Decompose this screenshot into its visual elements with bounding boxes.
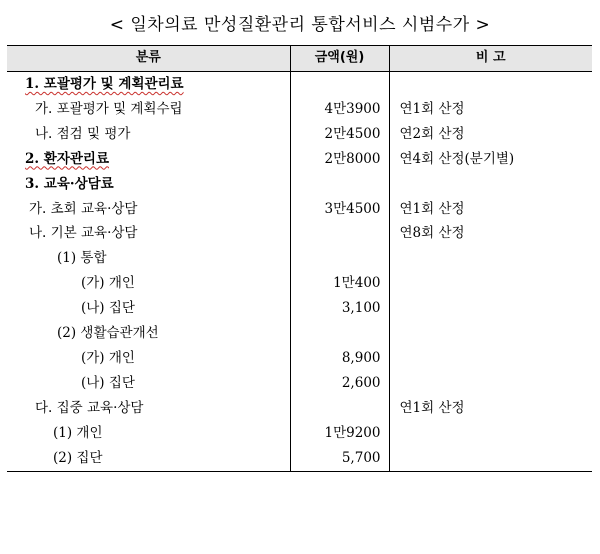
row-amount: 2만8000 [290, 147, 389, 172]
header-note: 비 고 [389, 46, 592, 72]
table-row [7, 246, 592, 271]
table-row [7, 346, 592, 371]
table-row [7, 371, 592, 396]
row-note [389, 321, 592, 346]
row-amount: 2,600 [290, 371, 389, 396]
row-category: 1. 포괄평가 및 계획관리료 [25, 76, 184, 92]
header-category: 분류 [7, 46, 290, 72]
row-category: 가. 초회 교육·상담 [29, 200, 138, 217]
row-amount: 3,100 [290, 296, 389, 321]
row-note: 연4회 산정(분기별) [389, 147, 592, 172]
row-category: (가) 개인 [81, 275, 135, 292]
row-note [389, 172, 592, 197]
row-note: 연1회 산정 [389, 197, 592, 222]
row-amount: 5,700 [290, 446, 389, 471]
row-note: 연8회 산정 [389, 221, 592, 246]
row-category: 나. 점검 및 평가 [35, 125, 131, 142]
table-row [7, 271, 592, 296]
row-note [389, 346, 592, 371]
table-row [7, 296, 592, 321]
row-amount [290, 396, 389, 421]
table-row [7, 122, 592, 147]
row-category: (2) 생활습관개선 [57, 325, 159, 342]
row-amount: 4만3900 [290, 97, 389, 122]
row-category: (2) 집단 [53, 449, 103, 466]
row-note [389, 296, 592, 321]
row-note [389, 246, 592, 271]
row-category: (나) 집단 [81, 374, 135, 391]
row-category: 2. 환자관리료 [25, 150, 109, 167]
row-category: 3. 교육·상담료 [25, 175, 114, 192]
table-row [7, 172, 592, 197]
header-amount: 금액(원) [290, 46, 389, 72]
table-row [7, 396, 592, 421]
row-note [389, 446, 592, 471]
row-note [389, 421, 592, 446]
row-note: 연1회 산정 [389, 396, 592, 421]
table-row [7, 421, 592, 446]
fee-table [7, 45, 592, 472]
row-amount [290, 172, 389, 197]
row-category: 가. 포괄평가 및 계획수립 [35, 100, 183, 117]
row-note [389, 371, 592, 396]
table-row [7, 72, 592, 97]
row-amount [290, 221, 389, 246]
table-header-row [7, 46, 592, 72]
table-row [7, 446, 592, 471]
row-amount: 1만9200 [290, 421, 389, 446]
row-category: (가) 개인 [81, 349, 135, 366]
row-category: (나) 집단 [81, 300, 135, 317]
row-amount: 2만4500 [290, 122, 389, 147]
row-amount: 1만400 [290, 271, 389, 296]
row-note: 연2회 산정 [389, 122, 592, 147]
table-row [7, 147, 592, 172]
table-row [7, 97, 592, 122]
row-category: 나. 기본 교육·상담 [29, 225, 138, 242]
row-category: (1) 개인 [53, 424, 103, 441]
row-amount: 3만4500 [290, 197, 389, 222]
row-amount [290, 321, 389, 346]
row-note: 연1회 산정 [389, 97, 592, 122]
row-category: 다. 집중 교육·상담 [35, 399, 144, 416]
document-title: < 일차의료 만성질환관리 통합서비스 시범수가 > [109, 15, 491, 35]
row-amount: 8,900 [290, 346, 389, 371]
row-category: (1) 통합 [57, 250, 107, 267]
row-amount [290, 246, 389, 271]
row-amount [290, 72, 389, 97]
row-note [389, 72, 592, 97]
table-row [7, 321, 592, 346]
table-row [7, 221, 592, 246]
row-note [389, 271, 592, 296]
table-row [7, 197, 592, 222]
